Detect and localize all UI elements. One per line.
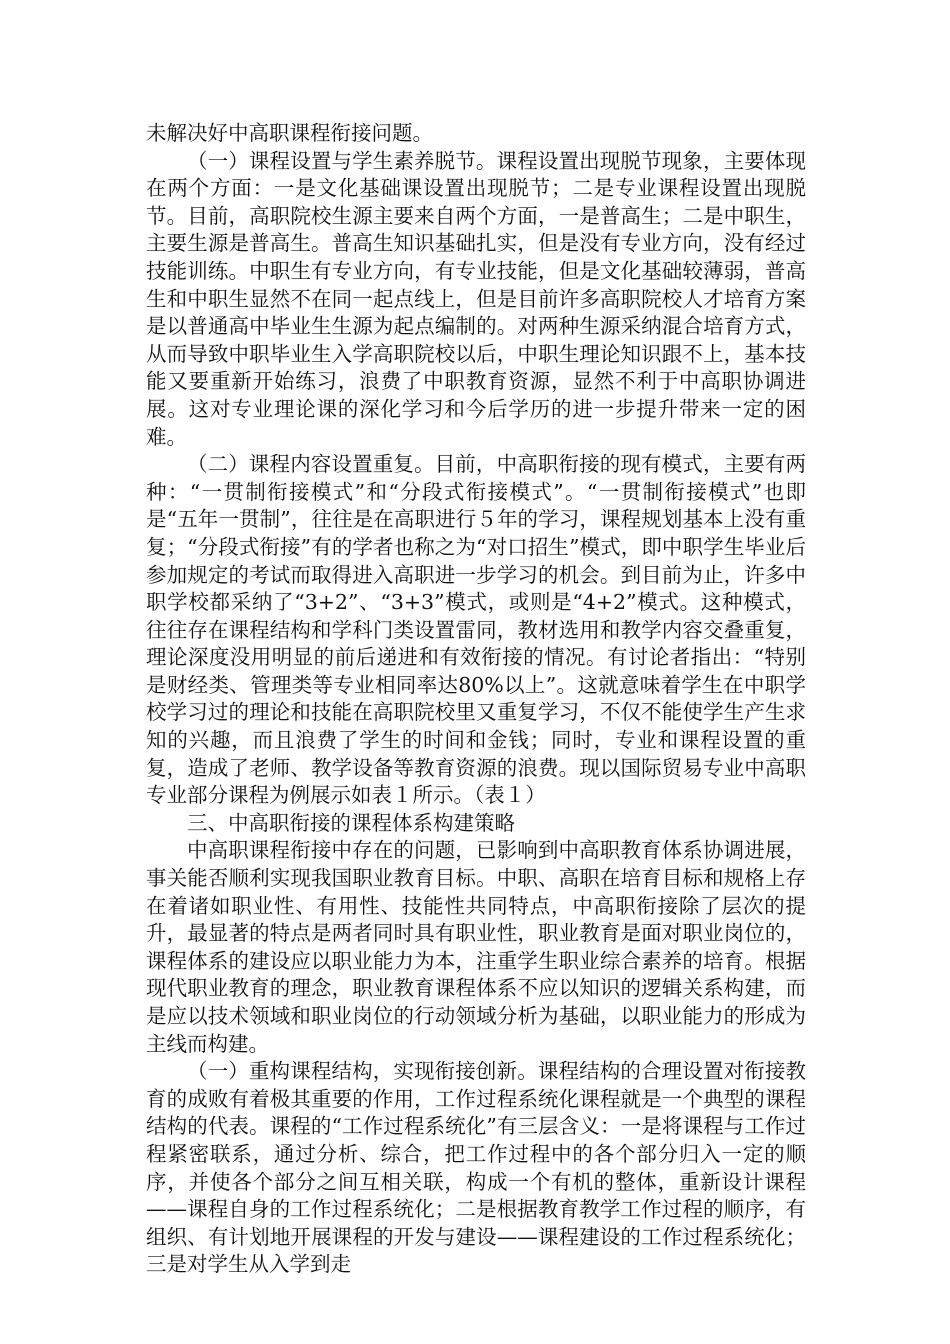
paragraph-strategy-intro: 中高职课程衔接中存在的问题，已影响到中高职教育体系协调进展，事关能否顺利实现我国职业教育目标。中职、高职在培育目标和规格上存在着诸如职业性、有用性、技能性共同特点，中高职衔接除了层次的提升，最显著的特点是两者同时具有职业性，职业教育是面对职业岗位的，课程体系的建设应以职业能力为本，注重学生职业综合素养的培育。根据现代职业教育的理念，职业教育课程体系不应以知识的逻辑关系构建，而是应以技术领域和职业岗位的行动领域分析为基础，以职业能力的形成为主线而构建。 (146, 838, 806, 1056)
paragraph-restructure-curriculum: （一）重构课程结构，实现衔接创新。课程结构的合理设置对衔接教育的成败有着极其重要的作用，工作过程系统化课程就是一个典型的课程结构的代表。课程的“工作过程系统化”有三层含义：一是将课程与工作过程紧密联系，通过分析、综合，把工作过程中的各个部分归入一定的顺序，并使各个部分之间互相关联，构成一个有机的整体，重新设计课程——课程自身的工作过程系统化；二是根据教育教学工作过程的顺序，有组织、有计划地开展课程的开发与建设——课程建设的工作过程系统化；三是对学生从入学到走 (146, 1059, 806, 1277)
section-heading-strategy: 三、中高职衔接的课程体系构建策略 (187, 810, 515, 835)
paragraph-curriculum-disconnect: （一）课程设置与学生素养脱节。课程设置出现脱节现象，主要体现在两个方面：一是文化基础课设置出现脱节；二是专业课程设置出现脱节。目前，高职院校生源主要来自两个方面，一是普高生；二是中职生，主要生源是普高生。普高生知识基础扎实，但是没有专业方向，没有经过技能训练。中职生有专业方向，有专业技能，但是文化基础较薄弱，普高生和中职生显然不在同一起点线上，但是目前许多高职院校人才培育方案是以普通高中毕业生生源为起点编制的。对两种生源采纳混合培育方式，从而导致中职毕业生入学高职院校以后，中职生理论知识跟不上，基本技能又要重新开始练习，浪费了中职教育资源，显然不利于中高职协调进展。这对专业理论课的深化学习和今后学历的进一步提升带来一定的困难。 (146, 148, 806, 449)
paragraph-continuation: 未解决好中高职课程衔接问题。 (146, 121, 433, 145)
document-page (146, 120, 806, 1279)
paragraph-content-repetition: （二）课程内容设置重复。目前，中高职衔接的现有模式，主要有两种：“一贯制衔接模式”和“分段式衔接模式”。“一贯制衔接模式”也即是“五年一贯制”，往往是在高职进行５年的学习，课程规划基本上没有重复；“分段式衔接”有的学者也称之为“对口招生”模式，即中职学生毕业后参加规定的考试而取得进入高职进一步学习的机会。到目前为止，许多中职学校都采纳了“3+2”、“3+3”模式，或则是“4+2”模式。这种模式，往往存在课程结构和学科门类设置雷同，教材选用和教学内容交叠重复，理论深度没用明显的前后递进和有效衔接的情况。有讨论者指出：“特别是财经类、管理类等专业相同率达80%以上”。这就意味着学生在中职学校学习过的理论和技能在高职院校里又重复学习，不仅不能使学生产生求知的兴趣，而且浪费了学生的时间和金钱；同时，专业和课程设置的重复，造成了老师、教学设备等教育资源的浪费。现以国际贸易专业中高职专业部分课程为例展示如表１所示。（表１） (146, 452, 806, 808)
